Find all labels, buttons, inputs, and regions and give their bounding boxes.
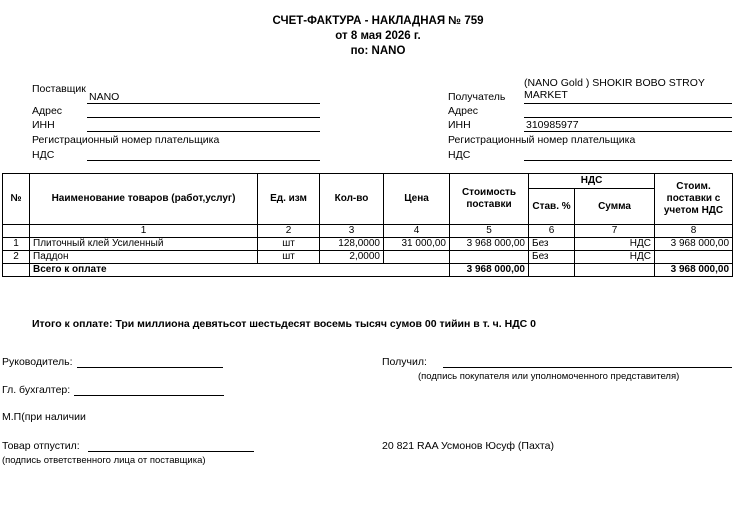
released-label: Товар отпустил: (2, 440, 80, 452)
recipient-address-line (524, 117, 732, 118)
row-num: 1 (3, 238, 30, 251)
supplier-inn-line (87, 131, 320, 132)
recipient-value: (NANO Gold ) SHOKIR BOBO STROY MARKET (524, 77, 705, 101)
col-number: 6 (529, 225, 575, 238)
total-sum: 3 968 000,00 (655, 264, 733, 277)
row-name: Плиточный клей Усиленный (30, 238, 258, 251)
col-number: 7 (575, 225, 655, 238)
supplier-nds-label: НДС (32, 149, 55, 161)
row-total: 3 968 000,00 (655, 238, 733, 251)
supplier-inn-label: ИНН (32, 119, 55, 131)
header-vat: НДС (529, 174, 655, 189)
invoice-po: по: NANO (350, 45, 406, 57)
row-qty: 128,0000 (320, 238, 384, 251)
recipient-address-label: Адрес (448, 105, 479, 117)
recipient-inn-value: 310985977 (526, 119, 579, 131)
received-signature-line (443, 367, 732, 368)
column-number-row (3, 225, 733, 238)
total-label: Всего к оплате (30, 264, 450, 277)
supplier-address-label: Адрес (32, 105, 63, 117)
row-num: 2 (3, 251, 30, 264)
supplier-reg-label: Регистрационный номер плательщика (32, 134, 220, 146)
row-price (384, 251, 450, 264)
recipient-reg-label: Регистрационный номер плательщика (448, 134, 636, 146)
row-price: 31 000,00 (384, 238, 450, 251)
total-cost: 3 968 000,00 (450, 264, 529, 277)
supplier-value: NANO (89, 91, 120, 103)
row-name: Паддон (30, 251, 258, 264)
released-signature-line (88, 451, 254, 452)
row-total (655, 251, 733, 264)
invoice-date: от 8 мая 2026 г. (335, 30, 421, 42)
director-label: Руководитель: (2, 356, 73, 368)
col-number: 8 (655, 225, 733, 238)
total-row (3, 264, 733, 277)
table-header-row (3, 174, 733, 189)
supplier-nds-line (87, 160, 320, 161)
col-number: 2 (258, 225, 320, 238)
supplier-label: Поставщик (32, 83, 86, 95)
row-unit: шт (258, 238, 320, 251)
recipient-nds-line (524, 160, 732, 161)
vehicle-info: 20 821 RAA Усмонов Юсуф (Пахта) (382, 440, 554, 452)
header-qty: Кол-во (320, 174, 384, 225)
col-number: 5 (450, 225, 529, 238)
accountant-label: Гл. бухгалтер: (2, 384, 71, 396)
recipient-inn-line (524, 131, 732, 132)
row-vat: НДС (575, 251, 655, 264)
row-rate: Без (529, 251, 575, 264)
director-signature-line (77, 367, 223, 368)
col-number: 3 (320, 225, 384, 238)
recipient-inn-label: ИНН (448, 119, 471, 131)
received-note: (подпись покупателя или уполномоченного представителя) (418, 371, 680, 382)
header-num: № (3, 174, 30, 225)
header-total-with-vat: Стоим. поставки с учетом НДС (655, 174, 733, 225)
header-name: Наименование товаров (работ,услуг) (30, 174, 258, 225)
recipient-nds-label: НДС (448, 149, 471, 161)
col-number: 4 (384, 225, 450, 238)
header-vat-rate: Став. % (529, 189, 575, 225)
amount-in-words: Итого к оплате: Три миллиона девятьсот шестьдесят восемь тысяч сумов 00 тийин в т. ч. НДС 0 (32, 318, 537, 330)
recipient-line (524, 103, 732, 104)
received-label: Получил: (382, 356, 427, 368)
row-unit: шт (258, 251, 320, 264)
header-vat-sum: Сумма (575, 189, 655, 225)
invoice-title: СЧЕТ-ФАКТУРА - НАКЛАДНАЯ № 759 (272, 15, 484, 27)
accountant-signature-line (74, 395, 224, 396)
recipient-label: Получатель (448, 91, 506, 103)
released-note: (подпись ответственного лица от поставщика) (2, 455, 206, 466)
supplier-address-line (87, 117, 320, 118)
row-cost: 3 968 000,00 (450, 238, 529, 251)
stamp-label: М.П(при наличии (2, 411, 86, 423)
col-number: 1 (30, 225, 258, 238)
header-unit: Ед. изм (258, 174, 320, 225)
row-qty: 2,0000 (320, 251, 384, 264)
row-cost (450, 251, 529, 264)
table-row (3, 251, 733, 264)
row-vat: НДС (575, 238, 655, 251)
header-price: Цена (384, 174, 450, 225)
invoice-table (2, 173, 733, 277)
supplier-line (87, 103, 320, 104)
header-cost: Стоимость поставки (450, 174, 529, 225)
table-row (3, 238, 733, 251)
row-rate: Без (529, 238, 575, 251)
